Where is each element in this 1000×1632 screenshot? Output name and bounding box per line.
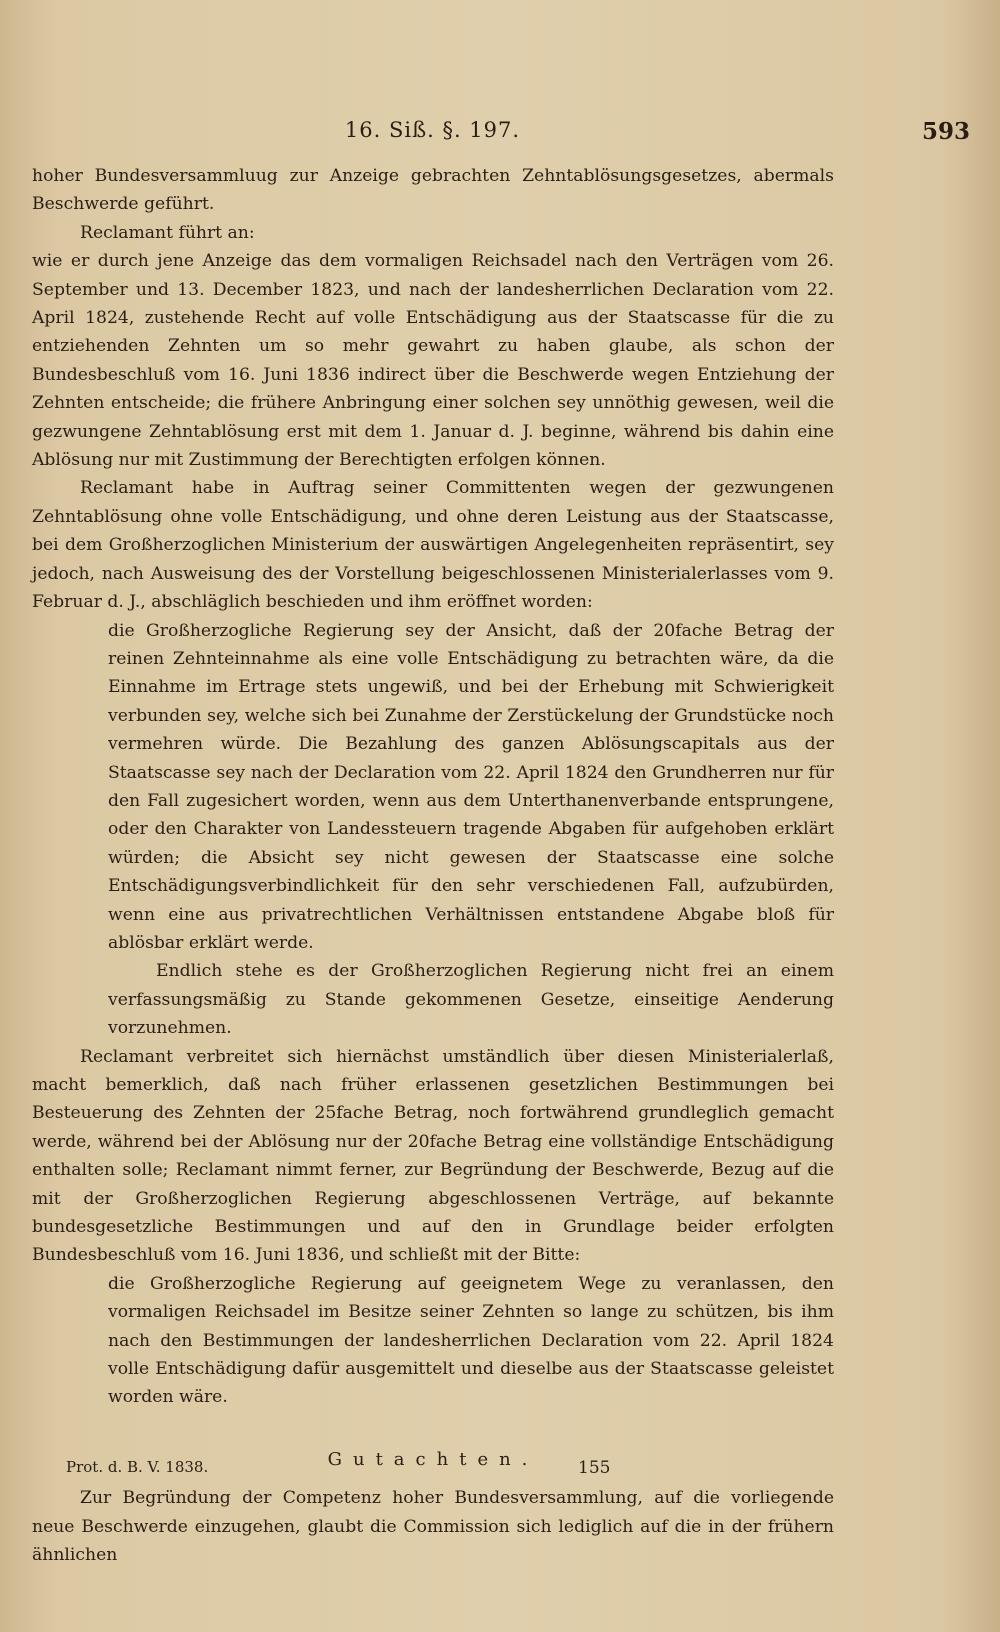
paragraph-commission: Reclamant habe in Auftrag seiner Committenten wegen der gezwungenen Zehntablösung ohne volle Entschädigung, und ohne deren Leistung aus der Staatscasse, bei dem Großherzoglichen Ministerium der auswärtigen Angelegenheiten repräsentirt, sey jedoch, nach Ausweisung des der Vorstellung beigeschlossenen Ministerialerlasses vom 9. Februar d. J., abschläglich beschieden und ihm eröffnet worden:	[32, 478, 834, 613]
paragraph-opinion: Zur Begründung der Competenz hoher Bundesversammlung, auf die vorliegende neue Beschwerde einzugehen, glaubt die Commission sich lediglich auf die in der frühern ähnlichen	[32, 1488, 834, 1566]
quote-government-view: die Großherzogliche Regierung sey der Ansicht, daß der 20fache Betrag der reinen Zehnteinnahme als eine volle Entschädigung zu betrachten wäre, da die Einnahme im Ertrage stets ungewiß, und bei der Erhebung mit Schwierigkeit verbunden sey, welche sich bei Zunahme der Zerstückelung der Grundstücke noch vermehren würde. Die Bezahlung des ganzen Ablösungscapitals aus der Staatscasse sey nach der Declaration vom 22. April 1824 den Grundherren nur für den Fall zugesichert worden, wenn aus dem Unterthanenverbande entsprungene, oder den Charakter von Landessteuern tragende Abgaben für aufgehoben erklärt würden; die Absicht sey nicht gewesen der Staatscasse eine solche Entschädigungsverbindlichkeit für den sehr verschiedenen Fall, aufzubürden, wenn eine aus privatrechtlichen Verhältnissen entstandene Abgabe bloß für ablösbar erklärt werde.	[108, 620, 834, 953]
paragraph-reclamant-argument: Reclamant verbreitet sich hiernächst umständlich über diesen Ministerialerlaß, macht bemerklich, daß nach früher erlassenen gesetzlichen Bestimmungen bei Besteuerung des Zehnten der 25fache Betrag, noch fortwährend grundleglich gemacht werde, während bei der Ablösung nur der 20fache Betrag eine vollständige Entschädigung enthalten solle; Reclamant nimmt ferner, zur Begründung der Beschwerde, Bezug auf die mit der Großherzoglichen Regierung abgeschlossenen Verträge, auf bekannte bundesgesetzliche Bestimmungen und auf den in Grundlage beider erfolgten Bundesbeschluß vom 16. Juni 1836, und schließt mit der Bitte:	[32, 1046, 834, 1266]
page-body	[32, 162, 834, 1570]
paragraph-reclamant-intro: Reclamant führt an:	[80, 222, 255, 243]
quote-petition: die Großherzogliche Regierung auf geeignetem Wege zu veranlassen, den vormaligen Reichsadel im Besitze seiner Zehnten so lange zu schützen, bis ihm nach den Bestimmungen der landesherrlichen Declaration vom 22. April 1824 volle Entschädigung dafür ausgemittelt und dieselbe aus der Staatscasse geleistet worden wäre.	[108, 1273, 834, 1408]
page-header	[30, 118, 970, 148]
paragraph-claim: wie er durch jene Anzeige das dem vormaligen Reichsadel nach den Verträgen vom 26. September und 13. December 1823, und nach der landesherrlichen Declaration vom 22. April 1824, zustehende Recht auf volle Entschädigung aus der Staatscasse für die zu entziehenden Zehnten um so mehr gewahrt zu haben glaube, als schon der Bundesbeschluß vom 16. Juni 1836 indirect über die Beschwerde wegen Entziehung der Zehnten entscheide; die frühere Anbringung einer solchen sey unnöthig gewesen, weil die gezwungene Zehntablösung erst mit dem 1. Januar d. J. beginne, während bis dahin eine Ablösung nur mit Zustimmung der Berechtigten erfolgen können.	[32, 251, 834, 471]
footer-protocol: Prot. d. B. V. 1838.	[66, 1458, 209, 1476]
running-title: 16. Siß. §. 197.	[344, 118, 521, 142]
page-number: 593	[921, 118, 970, 145]
footer-signature: 155	[578, 1458, 611, 1478]
paragraph-continuation: hoher Bundesversammluug zur Anzeige gebrachten Zehntablösungsgesetzes, abermals Beschwerde geführt.	[32, 166, 834, 215]
section-heading: Gutachten.	[327, 1448, 539, 1470]
quote-government-final: Endlich stehe es der Großherzoglichen Regierung nicht frei an einem verfassungsmäßig zu Stande gekommenen Gesetze, einseitige Aenderung vorzunehmen.	[108, 961, 834, 1039]
